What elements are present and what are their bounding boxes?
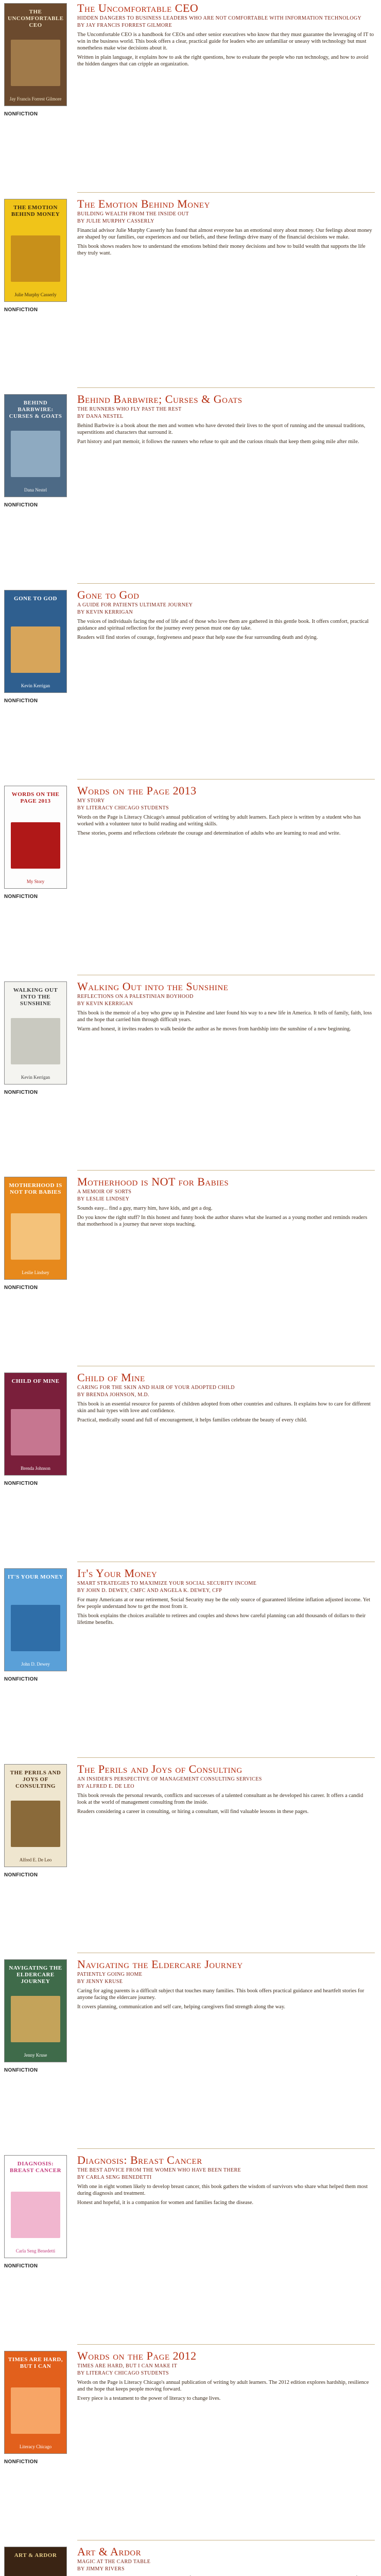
- cover-art: [11, 1801, 60, 1847]
- description-paragraph: These stories, poems and reflections celebrate the courage and determination of adults who are learning to read and write.: [77, 830, 341, 836]
- book-details: [77, 2350, 374, 2404]
- book-description: [77, 1205, 374, 1228]
- book-author: BY LITERACY CHICAGO STUDENTS: [77, 805, 169, 811]
- category-label: NONFICTION: [4, 893, 38, 900]
- cover-author: Kevin Kerrigan: [21, 683, 50, 689]
- book-subtitle: AN INSIDER'S PERSPECTIVE OF MANAGEMENT CONSULTING SERVICES: [77, 1776, 262, 1782]
- book-subtitle: TIMES ARE HARD, BUT I CAN MAKE IT: [77, 2363, 178, 2369]
- book-title[interactable]: Diagnosis: Breast Cancer: [77, 2154, 202, 2167]
- book-title[interactable]: Gone to God: [77, 588, 140, 602]
- description-paragraph: This book is an essential resource for parents of children adopted from other countries and cultures. It explains how to care for different skin and hair types with love and confidence.: [77, 1401, 371, 1414]
- book-entry: [0, 1565, 381, 1761]
- description-paragraph: It covers planning, communication and self care, helping caregivers find strength along the way.: [77, 2004, 286, 2010]
- book-subtitle: SMART STRATEGIES TO MAXIMIZE YOUR SOCIAL SECURITY INCOME: [77, 1580, 257, 1586]
- book-details: [77, 1567, 374, 1629]
- cover-title: THE PERILS AND JOYS OF CONSULTING: [10, 1769, 61, 1789]
- category-label: NONFICTION: [4, 1676, 38, 1682]
- book-entry: [0, 1174, 381, 1369]
- book-details: [77, 1958, 374, 2013]
- cover-title: IT'S YOUR MONEY: [8, 1573, 63, 1580]
- description-paragraph: This book explains the choices available to retirees and couples and shows how careful planning can add thousands of dollars to their lifetime benefits.: [77, 1613, 366, 1625]
- category-label: NONFICTION: [4, 502, 38, 509]
- book-title[interactable]: The Emotion Behind Money: [77, 197, 210, 210]
- book-details: [77, 1371, 374, 1426]
- cover-title: THE UNCOMFORTABLE CEO: [8, 9, 64, 28]
- book-cover[interactable]: [4, 1568, 67, 1671]
- book-entry: [0, 2544, 381, 2576]
- category-label: NONFICTION: [4, 1872, 38, 1878]
- divider: [77, 387, 375, 388]
- category-label: NONFICTION: [4, 1285, 38, 1291]
- category-label: NONFICTION: [4, 2067, 38, 2074]
- category-label: NONFICTION: [4, 1089, 38, 1095]
- category-label: NONFICTION: [4, 111, 38, 117]
- book-description: [77, 1010, 374, 1032]
- book-description: [77, 814, 374, 837]
- cover-author: Jay Francis Forrest Gilmore: [9, 96, 62, 101]
- book-details: [77, 980, 374, 1035]
- book-subtitle: A GUIDE FOR PATIENTS ULTIMATE JOURNEY: [77, 602, 193, 608]
- book-description: [77, 1597, 374, 1626]
- cover-author: Alfred E. De Leo: [19, 1857, 52, 1862]
- book-title[interactable]: Motherhood is NOT for Babies: [77, 1175, 229, 1189]
- book-author: BY JOHN D. DEWEY, CMFC AND ANGELA K. DEWEY, CFP: [77, 1587, 222, 1594]
- book-subtitle: BUILDING WEALTH FROM THE INSIDE OUT: [77, 211, 189, 217]
- cover-author: Dana Nestel: [24, 487, 47, 493]
- book-title[interactable]: The Perils and Joys of Consulting: [77, 1762, 243, 1775]
- book-cover[interactable]: [4, 199, 67, 302]
- book-author: BY LITERACY CHICAGO STUDENTS: [77, 2370, 169, 2376]
- divider: [77, 2148, 375, 2149]
- book-entry: [0, 587, 381, 783]
- category-label: NONFICTION: [4, 1481, 38, 1487]
- description-paragraph: Written in plain language, it explains how to ask the right questions, how to evaluate the people who run technology, and how to avoid the hidden dangers that can cripple an organization.: [77, 55, 369, 67]
- cover-art: [11, 626, 60, 673]
- book-description: [77, 2379, 374, 2402]
- book-details: [77, 2154, 374, 2209]
- book-details: [77, 2546, 374, 2576]
- category-label: NONFICTION: [4, 698, 38, 704]
- description-paragraph: The Uncomfortable CEO is a handbook for CEOs and other senior executives who know that they must guarantee the leveraging of IT to win in the business world. This book offers a clear, practical guide for leaders who are unfamiliar or uneasy with technology but must nonetheless make wise decisions about it.: [77, 32, 374, 51]
- cover-art: [11, 822, 60, 869]
- cover-title: WALKING OUT INTO THE SUNSHINE: [13, 987, 58, 1007]
- cover-author: Leslie Lindsey: [22, 1270, 49, 1276]
- cover-title: BEHIND BARBWIRE: CURSES & GOATS: [9, 400, 62, 420]
- book-subtitle: CARING FOR THE SKIN AND HAIR OF YOUR ADOPTED CHILD: [77, 1385, 235, 1391]
- description-paragraph: Do you know the right stuff? In this honest and funny book the author shares what she learned as a young mother and reminds readers that motherhood is a journey that never stops teaching.: [77, 1215, 368, 1228]
- book-author: BY KEVIN KERRIGAN: [77, 609, 133, 616]
- book-entry: [0, 978, 381, 1174]
- cover-title: CHILD OF MINE: [11, 1378, 60, 1385]
- book-title[interactable]: It's Your Money: [77, 1566, 158, 1580]
- book-subtitle: REFLECTIONS ON A PALESTINIAN BOYHOOD: [77, 993, 194, 999]
- book-title[interactable]: Child of Mine: [77, 1371, 145, 1384]
- book-title[interactable]: Art & Ardor: [77, 2545, 142, 2558]
- book-title[interactable]: The Uncomfortable CEO: [77, 2, 199, 14]
- cover-title: NAVIGATING THE ELDERCARE JOURNEY: [9, 1965, 62, 1985]
- divider: [77, 1757, 375, 1758]
- book-title[interactable]: Walking Out into the Sunshine: [77, 979, 229, 993]
- book-author: BY JAY FRANCIS FORREST GILMORE: [77, 23, 172, 28]
- book-subtitle: THE BEST ADVICE FROM THE WOMEN WHO HAVE BEEN THERE: [77, 2167, 241, 2174]
- book-author: BY JENNY KRUSE: [77, 1979, 123, 1985]
- book-subtitle: THE RUNNERS WHO FLY PAST THE REST: [77, 406, 182, 413]
- divider: [77, 1170, 375, 1171]
- cover-art: [11, 1213, 60, 1260]
- book-cover[interactable]: [4, 590, 67, 693]
- cover-art: [11, 1605, 60, 1651]
- cover-title: DIAGNOSIS: BREAST CANCER: [9, 2161, 62, 2174]
- cover-art: [11, 1996, 60, 2042]
- book-entry: [0, 1369, 381, 1565]
- book-entry: [0, 2152, 381, 2348]
- book-title[interactable]: Behind Barbwire; Curses & Goats: [77, 393, 243, 406]
- book-author: BY ALFRED E. DE LEO: [77, 1783, 134, 1789]
- divider: [77, 583, 375, 584]
- book-description: [77, 1988, 374, 2010]
- book-cover[interactable]: [4, 981, 67, 1084]
- book-details: [77, 393, 374, 448]
- book-entry: [0, 1956, 381, 2152]
- book-author: BY CARLA SENG BENEDETTI: [77, 2175, 152, 2181]
- divider: [77, 192, 375, 193]
- description-paragraph: Words on the Page is Literacy Chicago's annual publication of writing by adult learners. Each piece is written by a student who has worked with a volunteer tutor to build reading and writing skills.: [77, 814, 361, 827]
- book-entry: [0, 2348, 381, 2544]
- book-cover[interactable]: [4, 2155, 67, 2258]
- cover-art: [11, 1409, 60, 1455]
- description-paragraph: Readers will find stories of courage, forgiveness and peace that help ease the fear surrounding death and dying.: [77, 635, 318, 641]
- divider: [77, 2344, 375, 2345]
- description-paragraph: The voices of individuals facing the end of life and of those who love them are gathered in this gentle book. It offers comfort, practical guidance and spiritual reflection for the journey every person must one day take.: [77, 619, 369, 632]
- book-entry: [0, 391, 381, 587]
- cover-author: John D. Dewey: [21, 1661, 50, 1667]
- book-subtitle: A MEMOIR OF SORTS: [77, 1189, 132, 1195]
- cover-art: [11, 1018, 60, 1064]
- book-entry: [0, 783, 381, 978]
- book-cover[interactable]: [4, 1959, 67, 2062]
- category-label: NONFICTION: [4, 2263, 38, 2269]
- book-description: [77, 1401, 374, 1423]
- book-details: [77, 2, 374, 70]
- description-paragraph: Caring for aging parents is a difficult subject that touches many families. This book offers practical guidance and heartfelt stories for anyone facing the eldercare journey.: [77, 1988, 365, 2001]
- cover-title: GONE TO GOD: [14, 596, 57, 602]
- cover-author: Brenda Johnson: [21, 1466, 50, 1471]
- book-cover[interactable]: [4, 1764, 67, 1867]
- category-label: NONFICTION: [4, 307, 38, 313]
- book-subtitle: PATIENTLY GOING HOME: [77, 1972, 143, 1978]
- book-subtitle: HIDDEN DANGERS TO BUSINESS LEADERS WHO ARE NOT COMFORTABLE WITH INFORMATION TECHNOLOGY: [77, 15, 362, 21]
- description-paragraph: Words on the Page is Literacy Chicago's annual publication of writing by adult learners. The 2012 edition explores hardship, resilience and the hope that keeps people moving forward.: [77, 2379, 369, 2392]
- cover-title: MOTHERHOOD IS NOT FOR BABIES: [9, 1182, 62, 1196]
- book-entry: [0, 0, 381, 196]
- book-description: [77, 422, 374, 445]
- cover-author: My Story: [26, 878, 45, 884]
- book-author: BY BRENDA JOHNSON, M.D.: [77, 1392, 149, 1398]
- book-description: [77, 2183, 374, 2206]
- description-paragraph: Practical, medically sound and full of encouragement, it helps families celebrate the beauty of every child.: [77, 1417, 307, 1423]
- cover-author: Kevin Kerrigan: [21, 1074, 50, 1080]
- book-details: [77, 589, 374, 643]
- book-details: [77, 1763, 374, 1818]
- cover-title: ART & ARDOR: [14, 2552, 57, 2558]
- book-title[interactable]: Words on the Page 2013: [77, 784, 197, 797]
- description-paragraph: Every piece is a testament to the power of literacy to change lives.: [77, 2395, 221, 2401]
- description-paragraph: With one in eight women likely to develop breast cancer, this book gathers the wisdom of survivors who share what helped them most during diagnosis and treatment.: [77, 2184, 368, 2197]
- cover-art: [11, 431, 60, 477]
- cover-title: TIMES ARE HARD, BUT I CAN: [8, 2356, 63, 2369]
- description-paragraph: Readers considering a career in consulting, or hiring a consultant, will find valuable lessons in these pages.: [77, 1808, 309, 1815]
- book-description: [77, 227, 374, 257]
- book-author: BY KEVIN KERRIGAN: [77, 1001, 133, 1007]
- book-details: [77, 785, 374, 839]
- book-author: BY LESLIE LINDSEY: [77, 1196, 130, 1202]
- book-details: [77, 198, 374, 259]
- book-description: [77, 618, 374, 641]
- cover-title: WORDS ON THE PAGE 2013: [11, 791, 60, 804]
- book-cover[interactable]: [4, 1177, 67, 1280]
- cover-art: [11, 40, 60, 86]
- description-paragraph: Sounds easy... find a guy, marry him, have kids, and get a dog.: [77, 1206, 213, 1212]
- cover-author: Carla Seng Benedetti: [15, 2248, 56, 2254]
- book-author: BY JIMMY RIVERS: [77, 2566, 125, 2572]
- book-details: [77, 1176, 374, 1230]
- cover-author: Literacy Chicago: [19, 2444, 52, 2449]
- book-title[interactable]: Words on the Page 2012: [77, 2349, 197, 2362]
- description-paragraph: Financial advisor Julie Murphy Casserly has found that almost everyone has an emotional story about money. Our feelings about money are shaped by our families, our experiences and our beliefs, and these feelings drive many of the financial decisions we make.: [77, 227, 372, 240]
- book-author: BY JULIE MURPHY CASSERLY: [77, 218, 154, 224]
- book-cover[interactable]: [4, 786, 67, 889]
- description-paragraph: Part history and part memoir, it follows the runners who refuse to quit and the curious rituals that keep them going mile after mile.: [77, 439, 359, 445]
- description-paragraph: This book is the memoir of a boy who grew up in Palestine and later found his way to a new life in America. It tells of family, faith, loss and the hope that carried him through difficult years.: [77, 1010, 372, 1023]
- cover-art: [11, 235, 60, 282]
- book-description: [77, 31, 374, 67]
- book-cover[interactable]: [4, 2547, 67, 2576]
- book-subtitle: MY STORY: [77, 798, 105, 804]
- book-description: [77, 1792, 374, 1815]
- cover-author: Julie Murphy Casserly: [14, 292, 57, 297]
- description-paragraph: Warm and honest, it invites readers to walk beside the author as he moves from hardship into the sunshine of a new beginning.: [77, 1026, 351, 1032]
- book-author: BY DANA NESTEL: [77, 414, 124, 420]
- description-paragraph: For many Americans at or near retirement, Social Security may be the only source of guaranteed lifetime inflation adjusted income. Yet few people understand how to get the most from it.: [77, 1597, 370, 1609]
- book-cover[interactable]: [4, 394, 67, 497]
- category-label: NONFICTION: [4, 2459, 38, 2465]
- description-paragraph: This book shows readers how to understand the emotions behind their money decisions and how to build wealth that supports the life they truly want.: [77, 243, 366, 256]
- description-paragraph: Honest and hopeful, it is a companion for women and families facing the disease.: [77, 2200, 254, 2206]
- cover-art: [11, 2387, 60, 2434]
- book-entry: [0, 196, 381, 392]
- description-paragraph: Behind Barbwire is a book about the men and women who have devoted their lives to the sport of running and the unusual traditions, superstitions and characters that surround it.: [77, 423, 366, 436]
- cover-author: Jenny Kruse: [24, 2053, 47, 2058]
- cover-art: [11, 2192, 60, 2238]
- book-subtitle: MAGIC AT THE CARD TABLE: [77, 2558, 151, 2565]
- book-cover[interactable]: [4, 3, 67, 106]
- book-cover[interactable]: [4, 2351, 67, 2454]
- description-paragraph: This book reveals the personal rewards, conflicts and successes of a talented consultant as he developed his career. It offers a candid look at the world of management consulting from the inside.: [77, 1792, 363, 1805]
- book-cover[interactable]: [4, 1372, 67, 1476]
- cover-title: THE EMOTION BEHIND MONEY: [11, 204, 60, 217]
- book-title[interactable]: Navigating the Eldercare Journey: [77, 1958, 243, 1971]
- book-entry: [0, 1761, 381, 1957]
